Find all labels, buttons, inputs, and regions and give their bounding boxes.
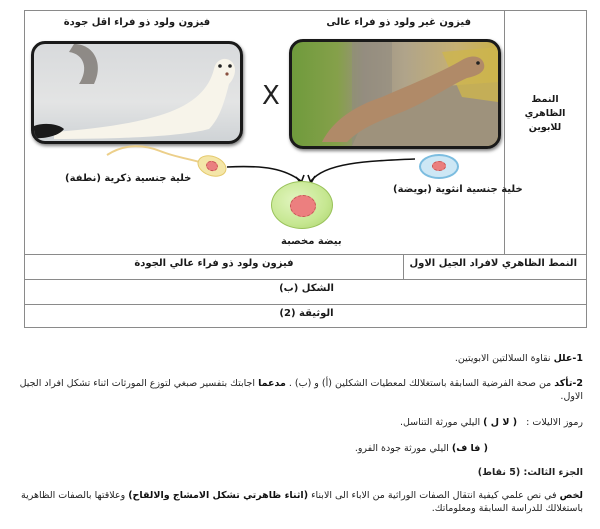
ovum-nucleus xyxy=(432,161,446,171)
brown-mink-photo xyxy=(289,39,501,149)
ovum-cell-icon xyxy=(419,154,459,179)
part-3-emphasis: (اثناء ظاهرتي تشكل الامشاج والالقاح) xyxy=(128,490,309,501)
parents-phenotype-label xyxy=(514,93,576,135)
label-line: للابوين xyxy=(528,122,562,133)
alleles-prefix: رموز الاليلات : xyxy=(526,417,583,428)
alleles-symbols-fertility: ( لا ل ) xyxy=(483,417,518,428)
fertilized-egg-icon xyxy=(271,181,333,229)
question-2-verb: 2-تأكد xyxy=(554,378,583,389)
document-table xyxy=(24,10,587,328)
cross-symbol: X xyxy=(262,81,280,111)
table-divider xyxy=(25,279,586,280)
f1-phenotype-value: فيزون ولود ذو فراء عالي الجودة xyxy=(134,258,294,269)
part-3-verb: لخص xyxy=(559,490,583,501)
label-line: النمط الظاهري xyxy=(524,94,566,119)
alleles-line-2 xyxy=(355,442,488,455)
zygote-nucleus xyxy=(290,195,316,217)
brown-mink-illustration xyxy=(292,42,498,146)
fertilization-arrows xyxy=(225,155,425,185)
white-mink-photo xyxy=(31,41,243,144)
sperm-tail xyxy=(105,141,205,171)
figure-caption: الشكل (ب) xyxy=(279,283,334,294)
question-1-verb: 1-علل xyxy=(553,353,583,364)
question-2-text-cont: اجابتك بتفسير صبغي لتوزع المورثات اثناء تشكل افراد الجيل الاول. xyxy=(19,378,583,402)
table-divider xyxy=(403,254,404,279)
question-1 xyxy=(455,352,583,365)
table-divider xyxy=(25,254,586,255)
alleles-symbols-fur: ( فا ف) xyxy=(451,443,488,454)
question-2-emphasis: مدعما xyxy=(258,378,286,389)
alleles-desc-fur: اليلي مورثة جودة الفرو. xyxy=(354,443,452,454)
part-3-text: في نص علمي كيفية انتقال الصفات الوراثية من الاباء الى الابناء xyxy=(308,490,560,501)
document-caption: الوثيقة (2) xyxy=(279,308,334,319)
part-3-paragraph xyxy=(17,489,583,515)
part-3-heading: الجزء الثالث: (5 نقاط) xyxy=(477,467,583,478)
alleles-line-1 xyxy=(400,416,583,429)
female-gamete-label: خلية جنسية انثوية (بويضة) xyxy=(393,184,523,195)
zygote-label: بيضة مخصبة xyxy=(281,236,342,247)
part-3-text-cont: وعلاقتها بالصفات الظاهرية باستغلالك للدراسة السابقة ومعلوماتك. xyxy=(21,490,583,514)
table-divider xyxy=(25,304,586,305)
male-gamete-label: خلية جنسية ذكرية (نطفة) xyxy=(65,173,192,184)
alleles-desc-fertility: اليلي مورثة التناسل. xyxy=(399,417,484,428)
parent-high-quality-caption: فيزون غير ولود ذو فراء عالى xyxy=(326,17,471,28)
question-2 xyxy=(17,377,583,403)
white-mink-illustration xyxy=(34,44,240,141)
question-2-text: من صحة الفرضية السابقة باستغلالك لمعطيات الشكلين (أ) و (ب) . xyxy=(285,378,555,389)
parent-low-quality-caption: فيزون ولود ذو فراء اقل جودة xyxy=(63,17,211,28)
question-1-text: نقاوة السلالتين الابويتين. xyxy=(454,353,554,364)
sperm-nucleus xyxy=(205,159,220,173)
table-divider xyxy=(504,11,505,254)
f1-phenotype-label: النمط الظاهري لافراد الجيل الاول xyxy=(409,258,577,269)
